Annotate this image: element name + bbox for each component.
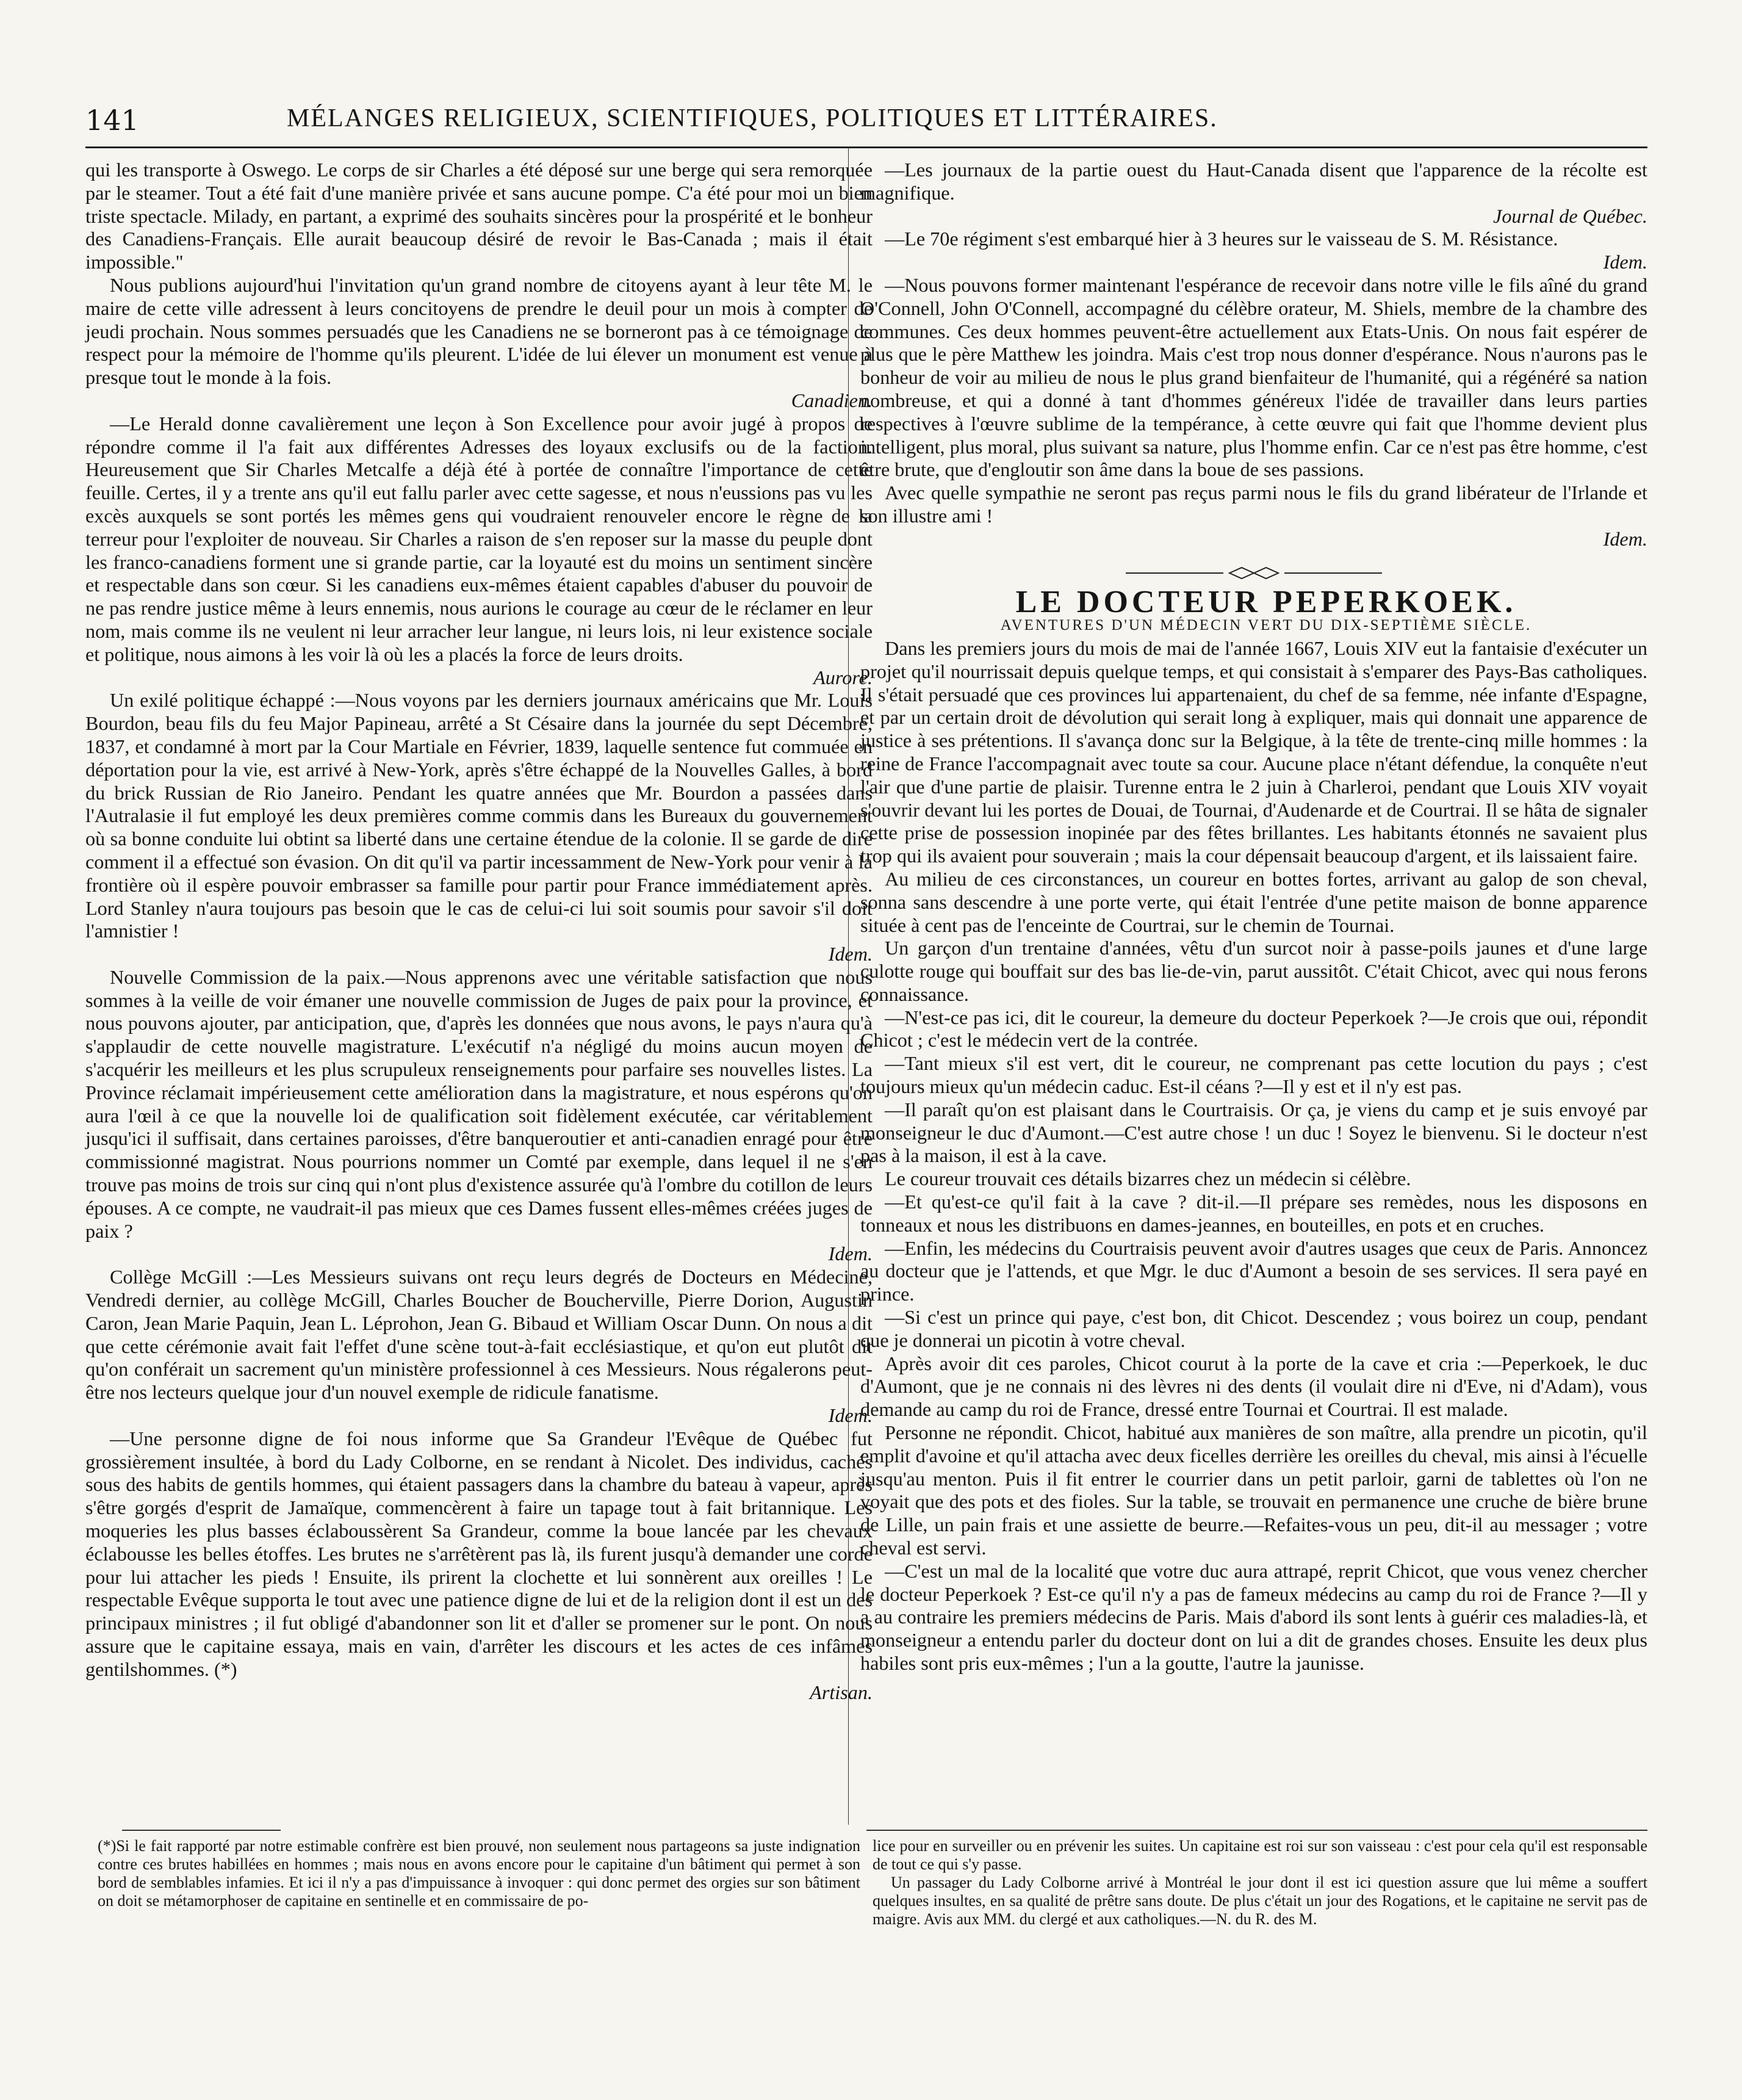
paragraph: —Le Herald donne cavalièrement une leçon à Son Excellence pour avoir jugé à propos de répondre comme il l'a fait aux différentes Adresses des loyaux exclusifs ou de la faction. Heureusement que Sir Charles Metcalfe a déjà été à portée de connaître l'importance de cette feuille. Certes, il y a trente ans qu'il eut fallu parler avec cette sagesse, et nous n'eussions pas vu les excès auxquels se sont portés les mêmes gens qui voudraient renouveler encore le règne de la terreur pour l'exploiter de nouveau. Sir Charles a raison de s'en reposer sur la masse du peuple dont les franco-canadiens forment une si grande partie, car la loyauté est du moins un sentiment sincère et respectable dans son cœur. Si les canadiens eux-mêmes étaient capables d'abuser du pouvoir de ne pas rendre justice même à leurs ennemis, nous aurions le courage au cœur de le réclamer en leur nom, mais comme ils ne veulent ni leur arracher leur langue, ni leurs lois, ni leur existence sociale et politique, nous aimons à les voir là où les a placés la force de leurs droits. bbox=[85, 412, 873, 665]
footnote-rule bbox=[122, 1830, 281, 1831]
source-attribution: Idem. bbox=[1603, 527, 1647, 550]
paragraph: Au milieu de ces circonstances, un coureur en bottes fortes, arrivant au galop de son cheval, sonna sans descendre à une porte verte, qui était l'entrée d'une petite maison de bonne apparence située à cent pas de l'enceinte de Courtrai, sur le chemin de Tournai. bbox=[860, 867, 1647, 936]
paragraph: —Une personne digne de foi nous informe que Sa Grandeur l'Evêque de Québec fut grossièrement insultée, à bord du Lady Colborne, en se rendant à Nicolet. Des individus, cachés sous des habits de gentils hommes, qui étaient passagers dans la chambre du bateau à vapeur, après s'être gorgés d'esprit de Jamaïque, commencèrent à faire un tapage tout à fait britannique. Les moqueries les plus basses éclaboussèrent Sa Grandeur, comme la boue lancée par les chevaux éclabousse les belles étoffes. Les brutes ne s'arrêtèrent pas là, ils furent jusqu'à demander une corde pour lui attacher les pieds ! Ensuite, ils prirent la clochette et lui sonnèrent aux oreilles ! Le respectable Evêque supporta le tout avec une patience digne de lui et de la religion dont il est un des principaux ministres ; il fut obligé d'abandonner son lit et d'aller se promener sur le pont. On nous assure que le capitaine essaya, mais en vain, d'arrêter les discours et les actes de ces infâmes gentilshommes. (*) bbox=[85, 1427, 873, 1680]
paragraph: —Les journaux de la partie ouest du Haut-Canada disent que l'apparence de la récolte est magnifique. bbox=[860, 159, 1647, 204]
source-attribution: Idem. bbox=[828, 1404, 873, 1427]
paragraph: Nouvelle Commission de la paix.—Nous apprenons avec une véritable satisfaction que nous sommes à la veille de voir émaner une nouvelle commission de Juges de paix pour la province, et nous pouvons ajouter, par anticipation, que, d'après les données que nous avons, le pays n'aura qu'à s'applaudir de cette nouvelle magistrature. L'exécutif n'a négligé du moins aucun moyen de s'acquérir les meilleurs et les plus scrupuleux renseignements pour parfaire ses nouvelles listes. La Province réclamait impérieusement cette amélioration dans la magistrature, et nous espérons qu'on aura l'œil à ce que la nouvelle loi de qualification soit fidèlement exécutée, car véritablement jusqu'ici il suffisait, dans certaines paroisses, d'être banqueroutier et anti-canadien enragé pour être commissionné magistrat. Nous pourrions nommer un Comté par exemple, dans lequel il ne s'en trouve pas moins de trois sur cinq qui n'ont plus d'existence assurée qu'à l'ombre du cotillon de leurs épouses. A ce compte, ne vaudrait-il pas mieux que ces Dames fussent elles-mêmes créées juges de paix ? bbox=[85, 965, 873, 1242]
paragraph: Un exilé politique échappé :—Nous voyons par les derniers journaux américains que Mr. Louis Bourdon, beau fils du feu Major Papineau, arrêté a St Césaire dans la journée du sept Décembre, 1837, et condamné à mort par la Cour Martiale en Février, 1839, laquelle sentence fut commuée en déportation pour la vie, est arrivé à New-York, après s'être échappé de la Nouvelles Galles, à bord du brick Russian de Rio Janeiro. Pendant les quatre années que Mr. Bourdon a passées dans l'Autralasie il fut employé les deux premières comme commis dans les Bureaux du gouvernement où sa bonne conduite lui obtint sa liberté dans une certaine étendue de la colonie. Il se garde de dire comment il a effectué son évasion. On dit qu'il va partir incessamment de New-York pour venir à la frontière où il espère pouvoir embrasser sa famille pour partir pour France immédiatement après. Lord Stanley n'aura toujours pas besoin que le cas de celui-ci lui soit soumis pour savoir s'il doit l'amnistier ! bbox=[85, 689, 873, 942]
right-column bbox=[860, 159, 1647, 1675]
source-attribution: Canadien. bbox=[791, 389, 873, 411]
paragraph: Après avoir dit ces paroles, Chicot courut à la porte de la cave et cria :—Peperkoek, le duc d'Aumont, que je ne connais ni des lèvres ni des dents (il voulait dire ni d'Eve, ni d'Adam), vous demande au camp du roi de France, dressé entre Tournai et Courtrai. Il est malade. bbox=[860, 1352, 1647, 1421]
article-title: LE DOCTEUR PEPERKOEK. bbox=[1015, 585, 1517, 620]
footnote-text: Un passager du Lady Colborne arrivé à Montréal le jour dont il est ici question assure que lui même a souffert quelques insultes, en sa qualité de prêtre sans doute. De plus c'était un jour des Rogations, et le capitaine ne servit pas de maigre. Avis aux MM. du clergé et aux catholiques.—N. du R. des M. bbox=[873, 1874, 1647, 1928]
paragraph: Personne ne répondit. Chicot, habitué aux manières de son maître, alla prendre un picotin, qu'il emplit d'avoine et qu'il attacha avec deux ficelles derrière les oreilles du cheval, mis ainsi à l'écuelle jusqu'au menton. Puis il fit entrer le courrier dans un petit parloir, garni de tablettes où l'on ne voyait que des pots et des fioles. Sur la table, se trouvait en permanence une cruche de bière brune de Lille, un pain frais et une assiette de beurre.—Refaites-vous un peu, dit-il au messager ; votre cheval est servi. bbox=[860, 1421, 1647, 1559]
paragraph: Collège McGill :—Les Messieurs suivans ont reçu leurs degrés de Docteurs en Médecine, Vendredi dernier, au collège McGill, Charles Boucher de Boucherville, Pierre Dorion, Augustin Caron, Jean Marie Paquin, Jean L. Léprohon, Jean G. Bibaud et William Oscar Dunn. On nous a dit que cette cérémonie avait fait l'effet d'une scène tout-à-fait ecclésiastique, et qu'on eut plutôt dit qu'on conférait un sacrement qu'un ministère professionnel à ces Messieurs. Nous régalerons peut-être nos lecteurs quelque jour d'un nouvel exemple de ridicule fanatisme. bbox=[85, 1266, 873, 1404]
paragraph: qui les transporte à Oswego. Le corps de sir Charles a été déposé sur une berge qui sera remorquée par le steamer. Tout a été fait d'une manière privée et sans aucune pompe. C'a été pour moi un bien triste spectacle. Milady, en partant, a exprimé des souhaits sincères pour la prospérité et le bonheur des Canadiens-Français. Elle aurait beaucoup désiré de revoir le Bas-Canada ; mais il était impossible." bbox=[85, 159, 873, 273]
paragraph: —C'est un mal de la localité que votre duc aura attrapé, reprit Chicot, que vous venez chercher le docteur Peperkoek ? Est-ce qu'il n'y a pas de fameux médecins au camp du roi de France ?—Il y a au contraire les premiers médecins de Paris. Mais d'abord ils sont lents à guérir ces maladies-là, et monseigneur a entendu parler du docteur dont on lui a dit de grandes choses. Ensuite les deux plus habiles sont pris eux-mêmes ; l'un a la goutte, l'autre la jaunisse. bbox=[860, 1559, 1647, 1674]
paragraph: —N'est-ce pas ici, dit le coureur, la demeure du docteur Peperkoek ?—Je crois que oui, répondit Chicot ; c'est le médecin vert de la contrée. bbox=[860, 1006, 1647, 1052]
page-number: 141 bbox=[85, 104, 139, 137]
footnote-text: (*)Si le fait rapporté par notre estimable confrère est bien prouvé, non seulement nous partageons sa juste indignation contre ces brutes habillées en hommes ; mais nous en avons encore pour le capitaine d'un bâtiment qui permet à son bord de semblables infamies. Et ici il n'y a pas d'impuissance à invoquer : qui donc permet des orgies sur son bâtiment on doit se métamorphoser de capitaine en sentinelle et en commissaire de po- bbox=[98, 1837, 860, 1910]
ornament-divider-icon bbox=[1126, 566, 1382, 580]
source-attribution: Journal de Québec. bbox=[1493, 204, 1647, 227]
paragraph: Le coureur trouvait ces détails bizarres chez un médecin si célèbre. bbox=[885, 1167, 1411, 1190]
paragraph: —Il paraît qu'on est plaisant dans le Courtraisis. Or ça, je viens du camp et je suis envoyé par monseigneur le duc d'Aumont.—C'est autre chose ! un duc ! Soyez le bienvenu. Si le docteur n'est pas à la maison, il est à la cave. bbox=[860, 1098, 1647, 1167]
paragraph: —Tant mieux s'il est vert, dit le coureur, ne comprenant pas cette locution du pays ; c'est toujours mieux qu'un médecin caduc. Est-il céans ?—Il y est et il n'y est pas. bbox=[860, 1052, 1647, 1098]
paragraph: —Enfin, les médecins du Courtraisis peuvent avoir d'autres usages que ceux de Paris. Annoncez au docteur que je l'attends, et que Mgr. le duc d'Aumont a besoin de ses services. Il sera payé en prince. bbox=[860, 1236, 1647, 1305]
page-header bbox=[85, 98, 1647, 148]
source-attribution: Idem. bbox=[828, 1243, 873, 1265]
left-column bbox=[85, 159, 873, 1704]
paragraph: Dans les premiers jours du mois de mai de l'année 1667, Louis XIV eut la fantaisie d'exécuter un projet qu'il nourrissait depuis quelque temps, et qui consistait à s'emparer des Pays-Bas catholiques. Il s'était persuadé que ces provinces lui appartenaient, du chef de sa femme, née infante d'Espagne, et par un certain droit de dévolution qui serait long à expliquer, mais qui donnait une apparence de justice à ses prétentions. Il s'avança donc sur la Belgique, à la tête de trente-cinq mille hommes : la reine de France l'accompagnait avec toute sa cour. Aucune place n'étant défendue, la conquête n'eut l'air que d'une partie de plaisir. Turenne entra le 2 juin à Charleroi, pendant que Louis XIV voyait s'ouvrir devant lui les portes de Douai, de Tournai, d'Audenarde et de Courtrai. Il se hâta de signaler cette prise de possession inopinée par des fêtes brillantes. Les habitants étonnés ne savaient plus trop qui ils avaient pour souverain ; mais la cour dépensait beaucoup d'argent, et ils laissaient faire. bbox=[860, 637, 1647, 867]
paragraph: —Nous pouvons former maintenant l'espérance de recevoir dans notre ville le fils aîné du grand O'Connell, John O'Connell, accompagné du célèbre orateur, M. Shiels, membre de la chambre des communes. Ces deux hommes peuvent-être actuellement aux Etats-Unis. On nous fait espérer de plus que le père Matthew les joindra. Mais c'est trop nous donner d'espérance. Nous n'aurons pas le bonheur de voir au milieu de nous le plus grand bienfaiteur de l'humanité, qui a régénéré sa nation nombreuse, et qui a donné à tant d'hommes généreux l'idée de travailler dans leurs parties respectives à l'œuvre sublime de la tempérance, à cette œuvre qui fait que l'homme devient plus intelligent, plus moral, plus suivant sa nature, plus l'homme enfin. Car ce n'est pas être homme, c'est être brute, que d'engloutir son âme dans la boue de ses passions. bbox=[860, 273, 1647, 481]
paragraph: Avec quelle sympathie ne seront pas reçus parmi nous le fils du grand libérateur de l'Irlande et son illustre ami ! bbox=[860, 482, 1647, 527]
ornament-divider-icon bbox=[860, 562, 1647, 585]
paragraph: —Si c'est un prince qui paye, c'est bon, dit Chicot. Descendez ; vous boirez un coup, pendant que je donnerai un picotin à votre cheval. bbox=[860, 1306, 1647, 1351]
paragraph: —Le 70e régiment s'est embarqué hier à 3 heures sur le vaisseau de S. M. Résistance. bbox=[885, 228, 1558, 250]
running-head: MÉLANGES RELIGIEUX, SCIENTIFIQUES, POLITIQUES ET LITTÉRAIRES. bbox=[287, 104, 1218, 132]
paragraph: Un garçon d'un trentaine d'années, vêtu d'un surcot noir à passe-poils jaunes et d'une large culotte rouge qui bouffait sur des bas lie-de-vin, parut aussitôt. C'était Chicot, avec qui nous ferons connaissance. bbox=[860, 937, 1647, 1005]
article-subtitle: AVENTURES D'UN MÉDECIN VERT DU DIX-SEPTIÈME SIÈCLE. bbox=[1000, 617, 1532, 634]
paragraph: Nous publions aujourd'hui l'invitation qu'un grand nombre de citoyens ayant à leur tête M. le maire de cette ville adressent à leurs concitoyens de prendre le deuil pour un mois à compter de jeudi prochain. Nous sommes persuadés que les Canadiens ne se borneront pas à ce témoignage de respect pour la mémoire de l'homme qu'ils pleurent. L'idée de lui élever un monument est venue à presque tout le monde à la fois. bbox=[85, 273, 873, 389]
footnote-text: lice pour en surveiller ou en prévenir les suites. Un capitaine est roi sur son vaisseau : c'est pour cela qu'il est responsable de tout ce qui s'y passe. bbox=[873, 1837, 1647, 1873]
footnote-left bbox=[98, 1837, 860, 1910]
paragraph: —Et qu'est-ce qu'il fait à la cave ? dit-il.—Il prépare ses remèdes, nous les disposons en tonneaux et nous les distribuons en dames-jeannes, en bouteilles, en pots et en cruches. bbox=[860, 1191, 1647, 1236]
source-attribution: Artisan. bbox=[810, 1681, 873, 1703]
source-attribution: Idem. bbox=[1603, 251, 1647, 273]
source-attribution: Aurore. bbox=[813, 666, 873, 688]
footnote-rule bbox=[866, 1830, 1647, 1831]
source-attribution: Idem. bbox=[828, 943, 873, 965]
footnote-right bbox=[873, 1837, 1647, 1929]
